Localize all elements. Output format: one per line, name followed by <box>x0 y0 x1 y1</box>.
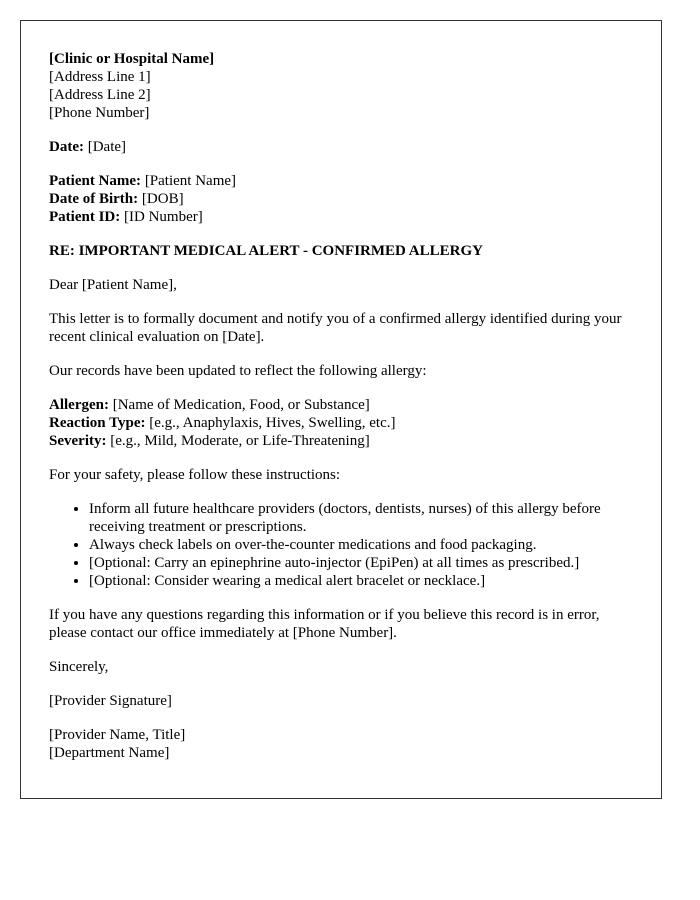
severity: [e.g., Mild, Moderate, or Life-Threatening] <box>110 433 370 449</box>
patient-info <box>49 172 633 226</box>
clinic-phone: [Phone Number] <box>49 105 150 121</box>
allergen: [Name of Medication, Food, or Substance] <box>112 397 370 413</box>
list-item: • [Optional: Consider wearing a medical alert bracelet or necklace.] <box>89 572 633 590</box>
patient-name-label: Patient Name: <box>49 173 142 189</box>
salutation: Dear [Patient Name], <box>49 277 177 293</box>
provider-name: [Provider Name, Title] <box>49 727 186 743</box>
reaction: [e.g., Anaphylaxis, Hives, Swelling, etc.] <box>149 415 396 431</box>
allergen-label: Allergen: <box>49 397 109 413</box>
date-label: Date: <box>49 139 84 155</box>
patient-name: [Patient Name] <box>144 173 237 189</box>
closing: Sincerely, <box>49 659 109 675</box>
dob: [DOB] <box>141 191 184 207</box>
clinic-name: [Clinic or Hospital Name] <box>49 51 215 67</box>
intro-paragraph: This letter is to formally document and notify you of a confirmed allergy identified during your recent clinical evaluation on [Date]. <box>49 311 622 345</box>
allergy-details <box>49 396 633 450</box>
date-line <box>49 138 633 156</box>
subject-text: RE: IMPORTANT MEDICAL ALERT - CONFIRMED ALLERGY <box>49 243 483 259</box>
severity-label: Severity: <box>49 433 107 449</box>
letter <box>20 20 662 799</box>
list-item: • Always check labels on over-the-counter medications and food packaging. <box>89 536 633 554</box>
clinic-header <box>49 50 633 122</box>
provider-block <box>49 726 633 762</box>
reaction-label: Reaction Type: <box>49 415 146 431</box>
list-item: • Inform all future healthcare providers (doctors, dentists, nurses) of this allergy before receiving treatment or prescriptions. <box>89 500 633 536</box>
subject-line <box>49 242 633 260</box>
instructions-list <box>49 500 633 590</box>
signature: [Provider Signature] <box>49 693 172 709</box>
records-paragraph: Our records have been updated to reflect the following allergy: <box>49 363 427 379</box>
instructions-intro: For your safety, please follow these instructions: <box>49 467 341 483</box>
address-line-2: [Address Line 2] <box>49 87 151 103</box>
patient-id-label: Patient ID: <box>49 209 121 225</box>
address-line-1: [Address Line 1] <box>49 69 151 85</box>
questions-paragraph: If you have any questions regarding this information or if you believe this record is in error, please contact our office immediately at [Phone Number]. <box>49 607 600 641</box>
list-item: • [Optional: Carry an epinephrine auto-injector (EpiPen) at all times as prescribed.] <box>89 554 633 572</box>
patient-id: [ID Number] <box>124 209 203 225</box>
date-value: [Date] <box>87 139 127 155</box>
dob-label: Date of Birth: <box>49 191 139 207</box>
department-name: [Department Name] <box>49 745 170 761</box>
